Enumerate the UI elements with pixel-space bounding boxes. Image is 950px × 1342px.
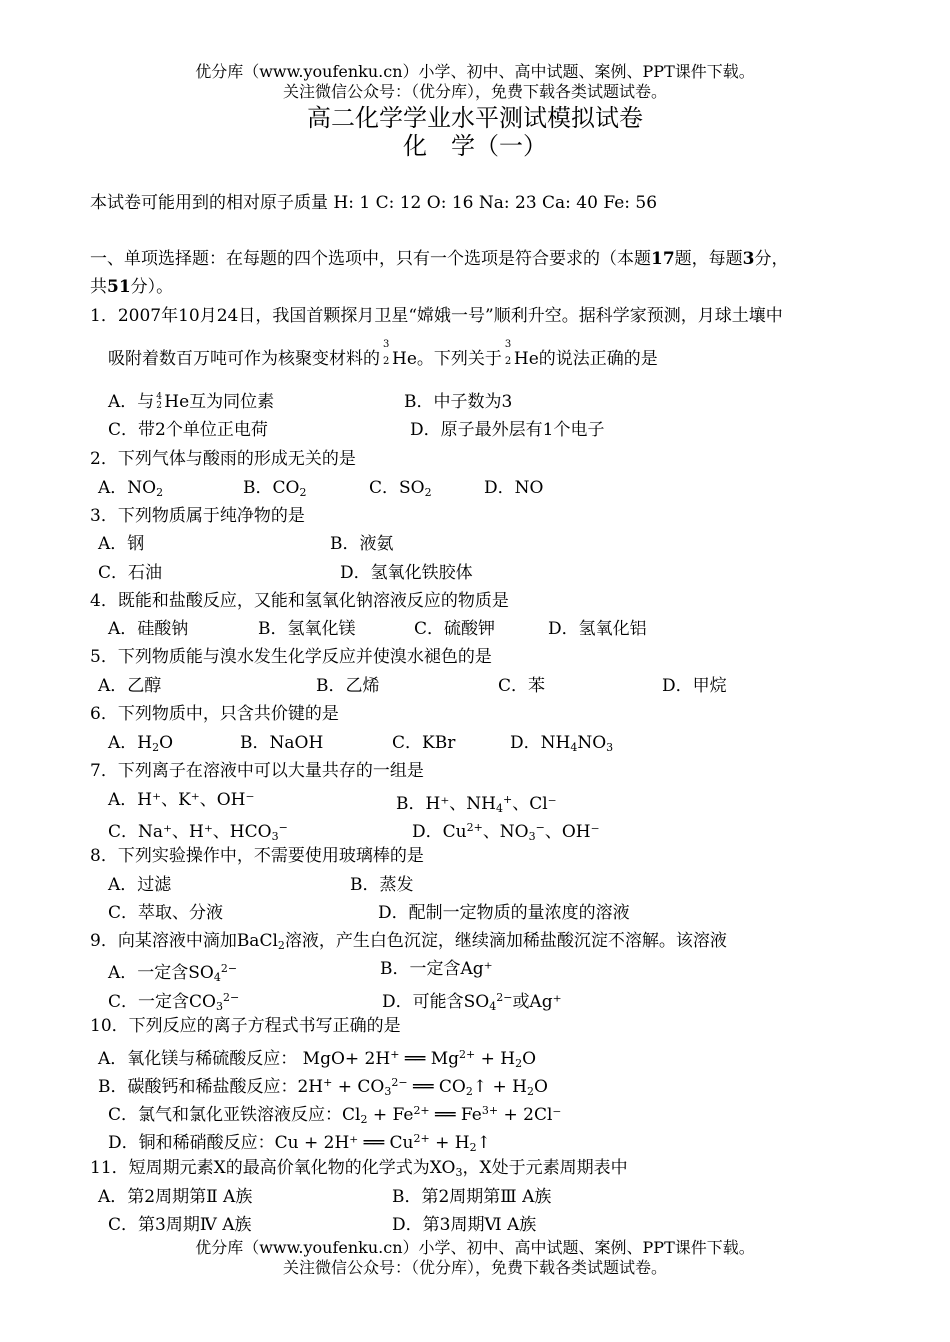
q11-option-b: B．第2周期第Ⅲ A族 [392, 1187, 552, 1207]
q3-option-a: A．钢 [98, 534, 145, 554]
q7-stem: 7．下列离子在溶液中可以大量共存的一组是 [90, 761, 424, 781]
q9-stem: 9．向某溶液中滴加BaCl$_2$溶液，产生白色沉淀，继续滴加稀盐酸沉淀不溶解。该溶液 [90, 931, 727, 952]
q11-option-c: C．第3周期Ⅳ A族 [108, 1215, 252, 1235]
exam-subtitle: 化 学（一） [403, 132, 547, 160]
q1-isotope-1: 3 2 [383, 339, 390, 367]
q6-option-c: C．KBr [392, 733, 456, 753]
q3-option-c: C．石油 [98, 563, 163, 583]
q1-stem-1: 1．2007年10月24日，我国首颗探月卫星“嫦娥一号”顺利升空。据科学家预测，月球土壤中 [90, 306, 783, 326]
q7-option-a: A．H⁺、K⁺、OH⁻ [108, 790, 255, 810]
q4-option-b: B．氢氧化镁 [258, 619, 356, 639]
q9-option-d: D．可能含$SO_4^{2-}$或Ag⁺ [382, 991, 562, 1013]
q10-option-c: C．氯气和氯化亚铁溶液反应：$Cl_2 + Fe^{2+}$ ══ $Fe^{3+} + 2Cl^-$ [108, 1104, 562, 1126]
q6-option-d: D．$NH_4NO_3$ [510, 733, 614, 754]
q1-isotope-2: 3 2 [504, 339, 512, 367]
q7-option-b: B．H⁺、$NH_4^+$、Cl⁻ [396, 793, 557, 815]
header-line-2: 关注微信公众号：（优分库），免费下载各类试题试卷。 [282, 82, 667, 101]
q9-option-c: C．一定含$CO_3^{2-}$ [108, 991, 240, 1013]
exam-title: 高二化学学业水平测试模拟试卷 [307, 104, 643, 132]
section1-mid1: 题，每题 [674, 249, 743, 269]
q2-option-a: A．$NO_2$ [98, 478, 164, 499]
section1-count: 17 [651, 249, 675, 269]
q1-stem-2b: He。下列关于 [392, 349, 502, 369]
section1-points: 3 [742, 249, 755, 269]
q5-option-a: A．乙醇 [98, 676, 162, 696]
q4-option-a: A．硅酸钠 [108, 619, 189, 639]
q1-option-b: B．中子数为3 [404, 392, 513, 412]
footer-line-2: 关注微信公众号：（优分库），免费下载各类试题试卷。 [282, 1258, 667, 1277]
q8-option-b: B．蒸发 [350, 875, 414, 895]
q6-option-a: A．$H_2O$ [108, 733, 174, 754]
section1-text2b: 分）。 [130, 277, 174, 297]
q2-option-b: B．$CO_2$ [243, 478, 307, 499]
section1-total: 51 [107, 277, 131, 297]
q6-option-b: B．NaOH [240, 733, 324, 753]
q11-option-a: A．第2周期第Ⅱ A族 [98, 1187, 253, 1207]
q4-option-c: C．硫酸钾 [414, 619, 496, 639]
q3-option-d: D．氢氧化铁胶体 [340, 563, 473, 583]
section1-text2a: 共 [90, 277, 107, 297]
q1-stem-2 [108, 339, 658, 370]
q5-stem: 5．下列物质能与溴水发生化学反应并使溴水褪色的是 [90, 647, 492, 667]
q5-option-b: B．乙烯 [316, 676, 380, 696]
header-line-1: 优分库（www.youfenku.cn）小学、初中、高中试题、案例、PPT课件下载。 [195, 62, 755, 81]
q1-option-d: D．原子最外层有1个电子 [410, 420, 605, 440]
q10-option-b: B．碳酸钙和稀盐酸反应：$2H^+ + CO_3^{2-}$ ══ $CO_2↑ + H_2O$ [98, 1076, 548, 1098]
q10-option-d: D．铜和稀硝酸反应：Cu + 2H⁺ ══ $Cu^{2+}$ + $H_2↑$ [108, 1132, 491, 1154]
q1-stem-2a: 吸附着数百万吨可作为核聚变材料的 [108, 349, 380, 369]
q1-option-a: A．与 4 2 He互为同位素 [108, 392, 275, 412]
q5-option-c: C．苯 [498, 676, 546, 696]
q9-option-b: B．一定含Ag⁺ [380, 959, 493, 979]
q4-option-d: D．氢氧化铝 [548, 619, 647, 639]
section1-heading-cont [90, 276, 173, 298]
q2-option-c: C．$SO_2$ [369, 478, 432, 499]
q2-stem: 2．下列气体与酸雨的形成无关的是 [90, 449, 356, 469]
q8-stem: 8．下列实验操作中，不需要使用玻璃棒的是 [90, 846, 424, 866]
q10-stem: 10．下列反应的离子方程式书写正确的是 [90, 1016, 401, 1036]
q2-option-d: D．NO [484, 478, 544, 498]
q1-option-c: C．带2个单位正电荷 [108, 420, 268, 440]
q3-option-b: B．液氨 [330, 534, 394, 554]
q8-option-c: C．萃取、分液 [108, 903, 224, 923]
q3-stem: 3．下列物质属于纯净物的是 [90, 506, 305, 526]
section1-mid2: 分， [754, 249, 789, 269]
q9-option-a: A．一定含$SO_4^{2-}$ [108, 962, 238, 984]
section1-text: 一、单项选择题：在每题的四个选项中，只有一个选项是符合要求的（本题 [90, 249, 651, 269]
atomic-masses [90, 192, 657, 214]
section1-heading [90, 248, 789, 270]
q6-stem: 6．下列物质中，只含共价键的是 [90, 704, 339, 724]
q7-option-d: D．$Cu^{2+}$、$NO_3^-$、OH⁻ [412, 821, 600, 843]
q7-option-c: C．Na⁺、H⁺、$HCO_3^-$ [108, 821, 288, 843]
q11-option-d: D．第3周期Ⅵ A族 [392, 1215, 537, 1235]
footer-line-1: 优分库（www.youfenku.cn）小学、初中、高中试题、案例、PPT课件下载。 [195, 1238, 755, 1257]
q8-option-a: A．过滤 [108, 875, 172, 895]
q1-stem-2c: He的说法正确的是 [513, 349, 658, 369]
q8-option-d: D．配制一定物质的量浓度的溶液 [378, 903, 630, 923]
q1-isotope-a: 4 2 [156, 392, 163, 411]
q11-stem: 11．短周期元素X的最高价氧化物的化学式为$XO_3$，X处于元素周期表中 [90, 1158, 628, 1179]
q5-option-d: D．甲烷 [662, 676, 727, 696]
atomic-masses-values: H: 1 C: 12 O: 16 Na: 23 Ca: 40 Fe: 56 [333, 193, 658, 213]
q10-option-a: A．氧化镁与稀硫酸反应： MgO+ 2H+ ══ $Mg^{2+} + H_2O$ [98, 1048, 537, 1070]
q4-stem: 4．既能和盐酸反应，又能和氢氧化钠溶液反应的物质是 [90, 591, 509, 611]
atomic-masses-label: 本试卷可能用到的相对原子质量 [90, 193, 328, 213]
